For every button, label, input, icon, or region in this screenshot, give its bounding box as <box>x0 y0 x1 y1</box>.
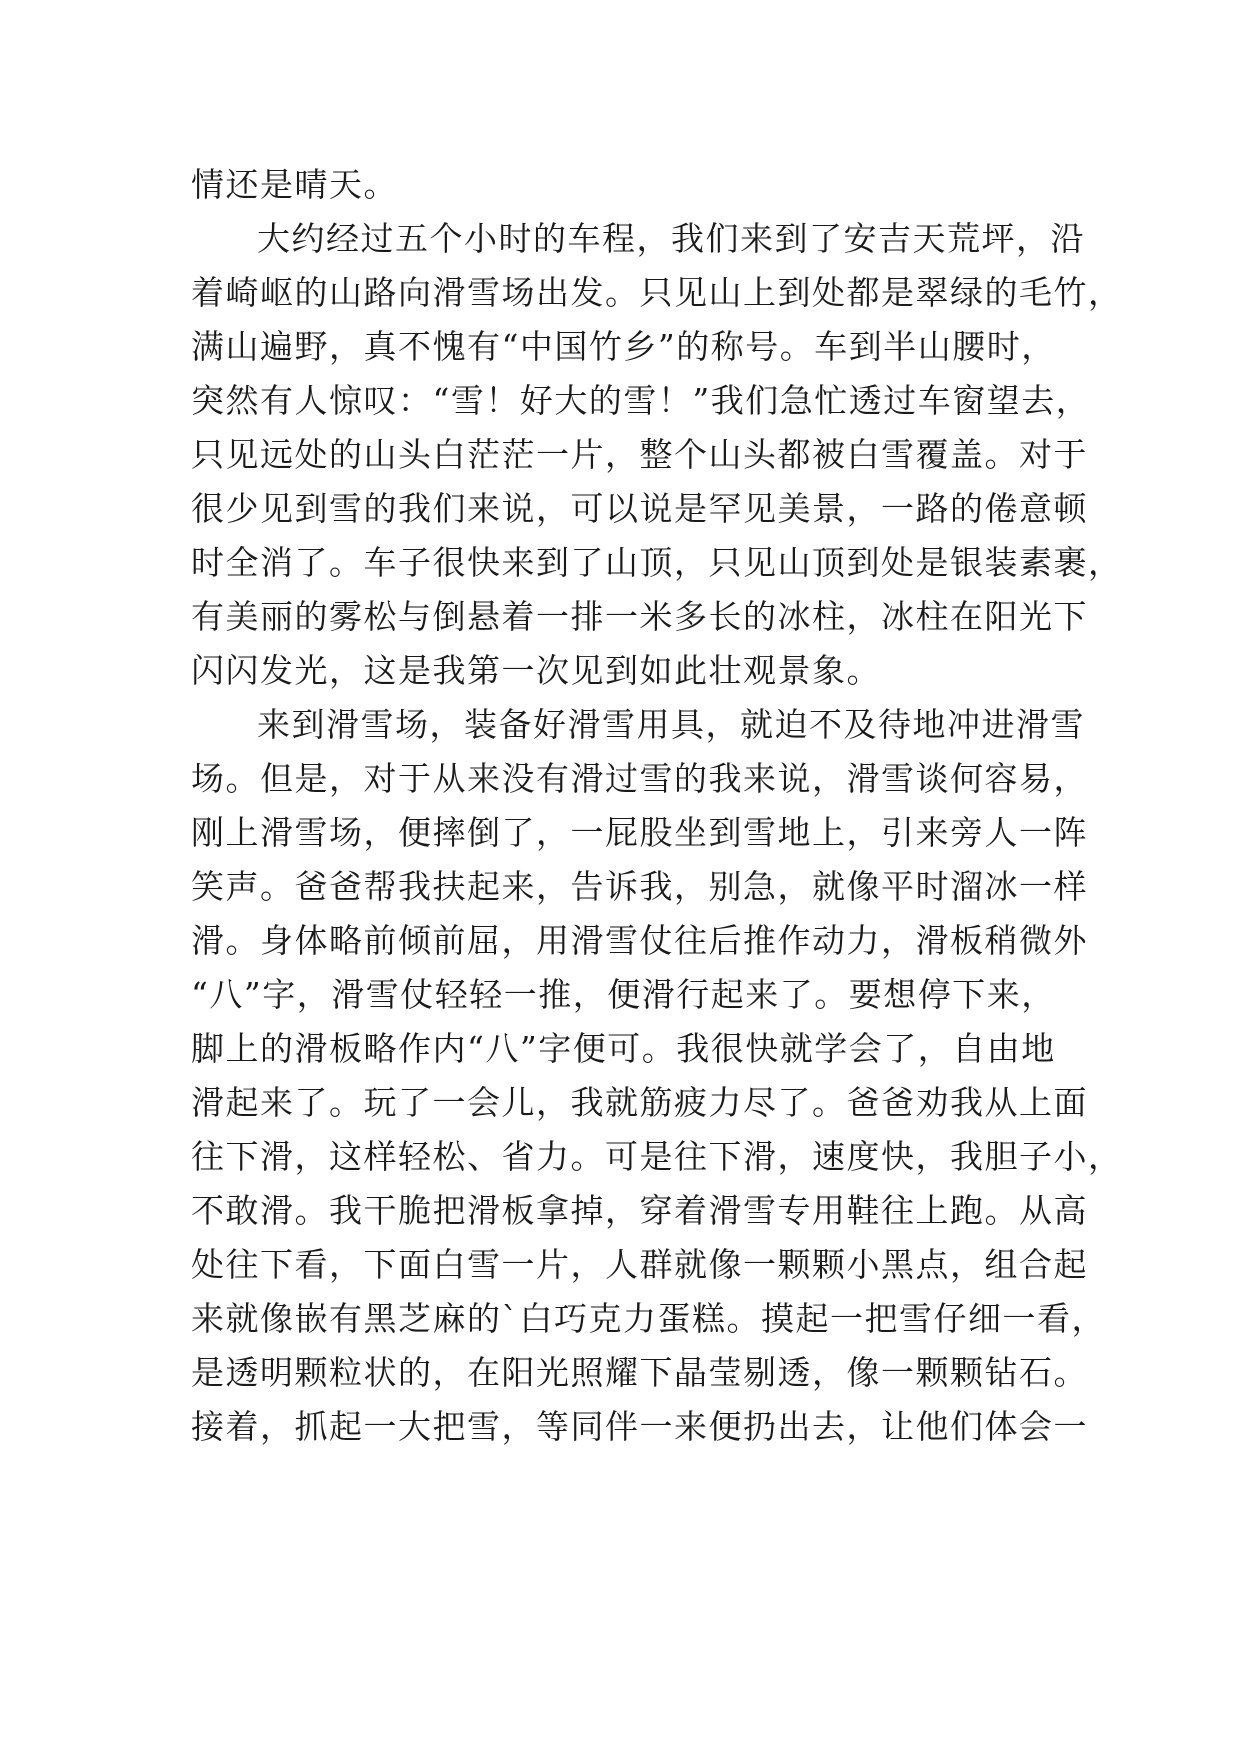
text-line: 处往下看，下面白雪一片，人群就像一颗颗小黑点，组合起 <box>191 1245 1088 1284</box>
text-line: 突然有人惊叹：“雪！好大的雪！”我们急忙透过车窗望去， <box>191 381 1091 420</box>
text-line: 往下滑，这样轻松、省力。可是往下滑，速度快，我胆子小， <box>191 1137 1123 1176</box>
text-line: 滑。身体略前倾前屈，用滑雪仗往后推作动力，滑板稍微外 <box>191 921 1088 960</box>
text-line: 满山遍野，真不愧有“中国竹乡”的称号。车到半山腰时， <box>191 327 1056 366</box>
text-line: 时全消了。车子很快来到了山顶，只见山顶到处是银装素裹， <box>191 543 1123 582</box>
text-line: 刚上滑雪场，便摔倒了，一屁股坐到雪地上，引来旁人一阵 <box>191 813 1088 852</box>
text-line: 来到滑雪场，装备好滑雪用具，就迫不及待地冲进滑雪 <box>257 705 1085 744</box>
text-line: 着崎岖的山路向滑雪场出发。只见山上到处都是翠绿的毛竹， <box>191 273 1123 312</box>
text-line: “八”字，滑雪仗轻轻一推，便滑行起来了。要想停下来， <box>191 975 1056 1014</box>
text-line: 大约经过五个小时的车程，我们来到了安吉天荒坪，沿 <box>257 219 1085 258</box>
text-line: 情还是晴天。 <box>191 165 398 204</box>
text-line: 笑声。爸爸帮我扶起来，告诉我，别急，就像平时溜冰一样 <box>191 867 1088 906</box>
text-line: 滑起来了。玩了一会儿，我就筋疲力尽了。爸爸劝我从上面 <box>191 1083 1088 1122</box>
text-line: 不敢滑。我干脆把滑板拿掉，穿着滑雪专用鞋往上跑。从高 <box>191 1191 1088 1230</box>
text-line: 来就像嵌有黑芝麻的`白巧克力蛋糕。摸起一把雪仔细一看， <box>191 1299 1106 1338</box>
text-line: 只见远处的山头白茫茫一片，整个山头都被白雪覆盖。对于 <box>191 435 1088 474</box>
body-text <box>191 158 1123 1454</box>
text-line: 脚上的滑板略作内“八”字便可。我很快就学会了，自由地 <box>191 1029 1056 1068</box>
text-line: 场。但是，对于从来没有滑过雪的我来说，滑雪谈何容易， <box>191 759 1088 798</box>
text-line: 很少见到雪的我们来说，可以说是罕见美景，一路的倦意顿 <box>191 489 1088 528</box>
text-line: 闪闪发光，这是我第一次见到如此壮观景象。 <box>191 651 881 690</box>
text-line: 有美丽的雾松与倒悬着一排一米多长的冰柱，冰柱在阳光下 <box>191 597 1088 636</box>
text-line: 是透明颗粒状的，在阳光照耀下晶莹剔透，像一颗颗钻石。 <box>191 1353 1088 1392</box>
text-line: 接着，抓起一大把雪，等同伴一来便扔出去，让他们体会一 <box>191 1407 1088 1446</box>
